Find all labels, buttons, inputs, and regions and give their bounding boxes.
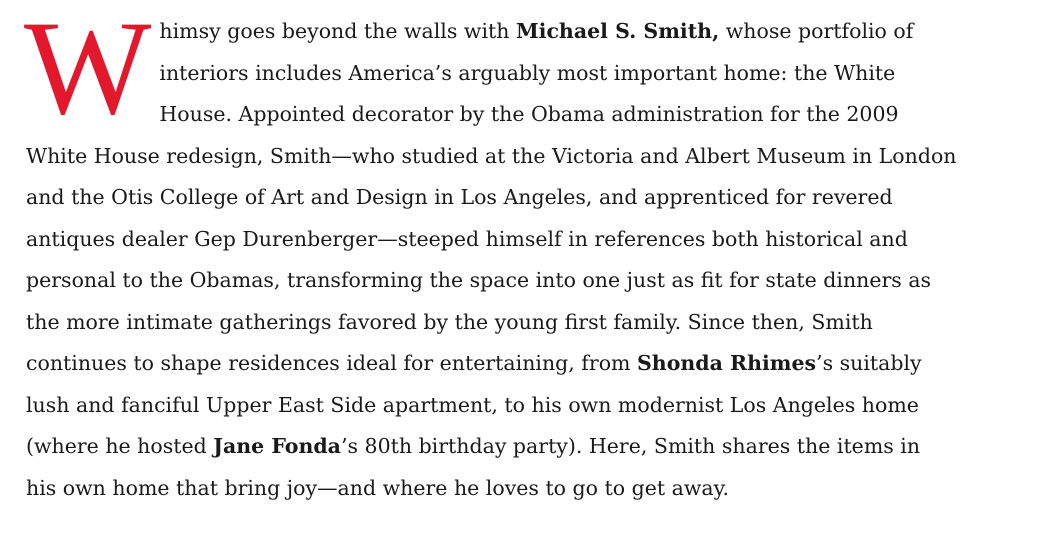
text-segment: interiors includes America’s arguably most important home: the White — [159, 60, 896, 85]
text-segment: personal to the Obamas, transforming the space into one just as fit for state dinners as — [26, 268, 932, 292]
text-line — [26, 136, 986, 178]
text-segment: and the Otis College of Art and Design in Los Angeles, and apprenticed for revered — [26, 185, 893, 209]
text-segment: ’s suitably — [816, 351, 922, 375]
text-line — [26, 11, 986, 53]
text-segment: his own home that bring joy—and where he loves to go to get away. — [26, 475, 729, 500]
bold-name: Shonda Rhimes — [637, 351, 817, 375]
article-body — [24, 0, 986, 509]
text-line — [26, 94, 986, 136]
text-line — [26, 426, 986, 468]
text-line — [26, 385, 986, 427]
text-segment: ’s 80th birthday party). Here, Smith shares the items in — [340, 434, 921, 458]
bold-name: Michael S. Smith, — [515, 19, 720, 43]
text-segment: antiques dealer Gep Durenberger—steeped himself in references both historical and — [26, 226, 908, 251]
text-segment: (where he hosted — [26, 434, 214, 458]
text-line — [26, 219, 986, 261]
article-paragraph — [24, 0, 986, 509]
text-segment: House. Appointed decorator by the Obama administration for the 2009 — [159, 102, 899, 126]
text-line — [26, 468, 986, 510]
text-segment: lush and fanciful Upper East Side apartment, to his own modernist Los Angeles home — [26, 392, 919, 417]
text-line — [26, 343, 986, 385]
text-line — [26, 177, 986, 219]
text-segment: continues to shape residences ideal for entertaining, from — [26, 351, 637, 375]
text-segment: White House redesign, Smith—who studied at the Victoria and Albert Museum in London — [26, 143, 957, 168]
bold-name: Jane Fonda — [213, 434, 341, 458]
text-line — [26, 260, 986, 302]
drop-cap: W — [24, 0, 146, 143]
text-line — [26, 302, 986, 344]
text-segment: the more intimate gatherings favored by the young first family. Since then, Smith — [26, 309, 873, 334]
text-segment: whose portfolio of — [719, 19, 914, 43]
text-line — [26, 53, 986, 95]
text-segment: himsy goes beyond the walls with — [159, 19, 516, 43]
